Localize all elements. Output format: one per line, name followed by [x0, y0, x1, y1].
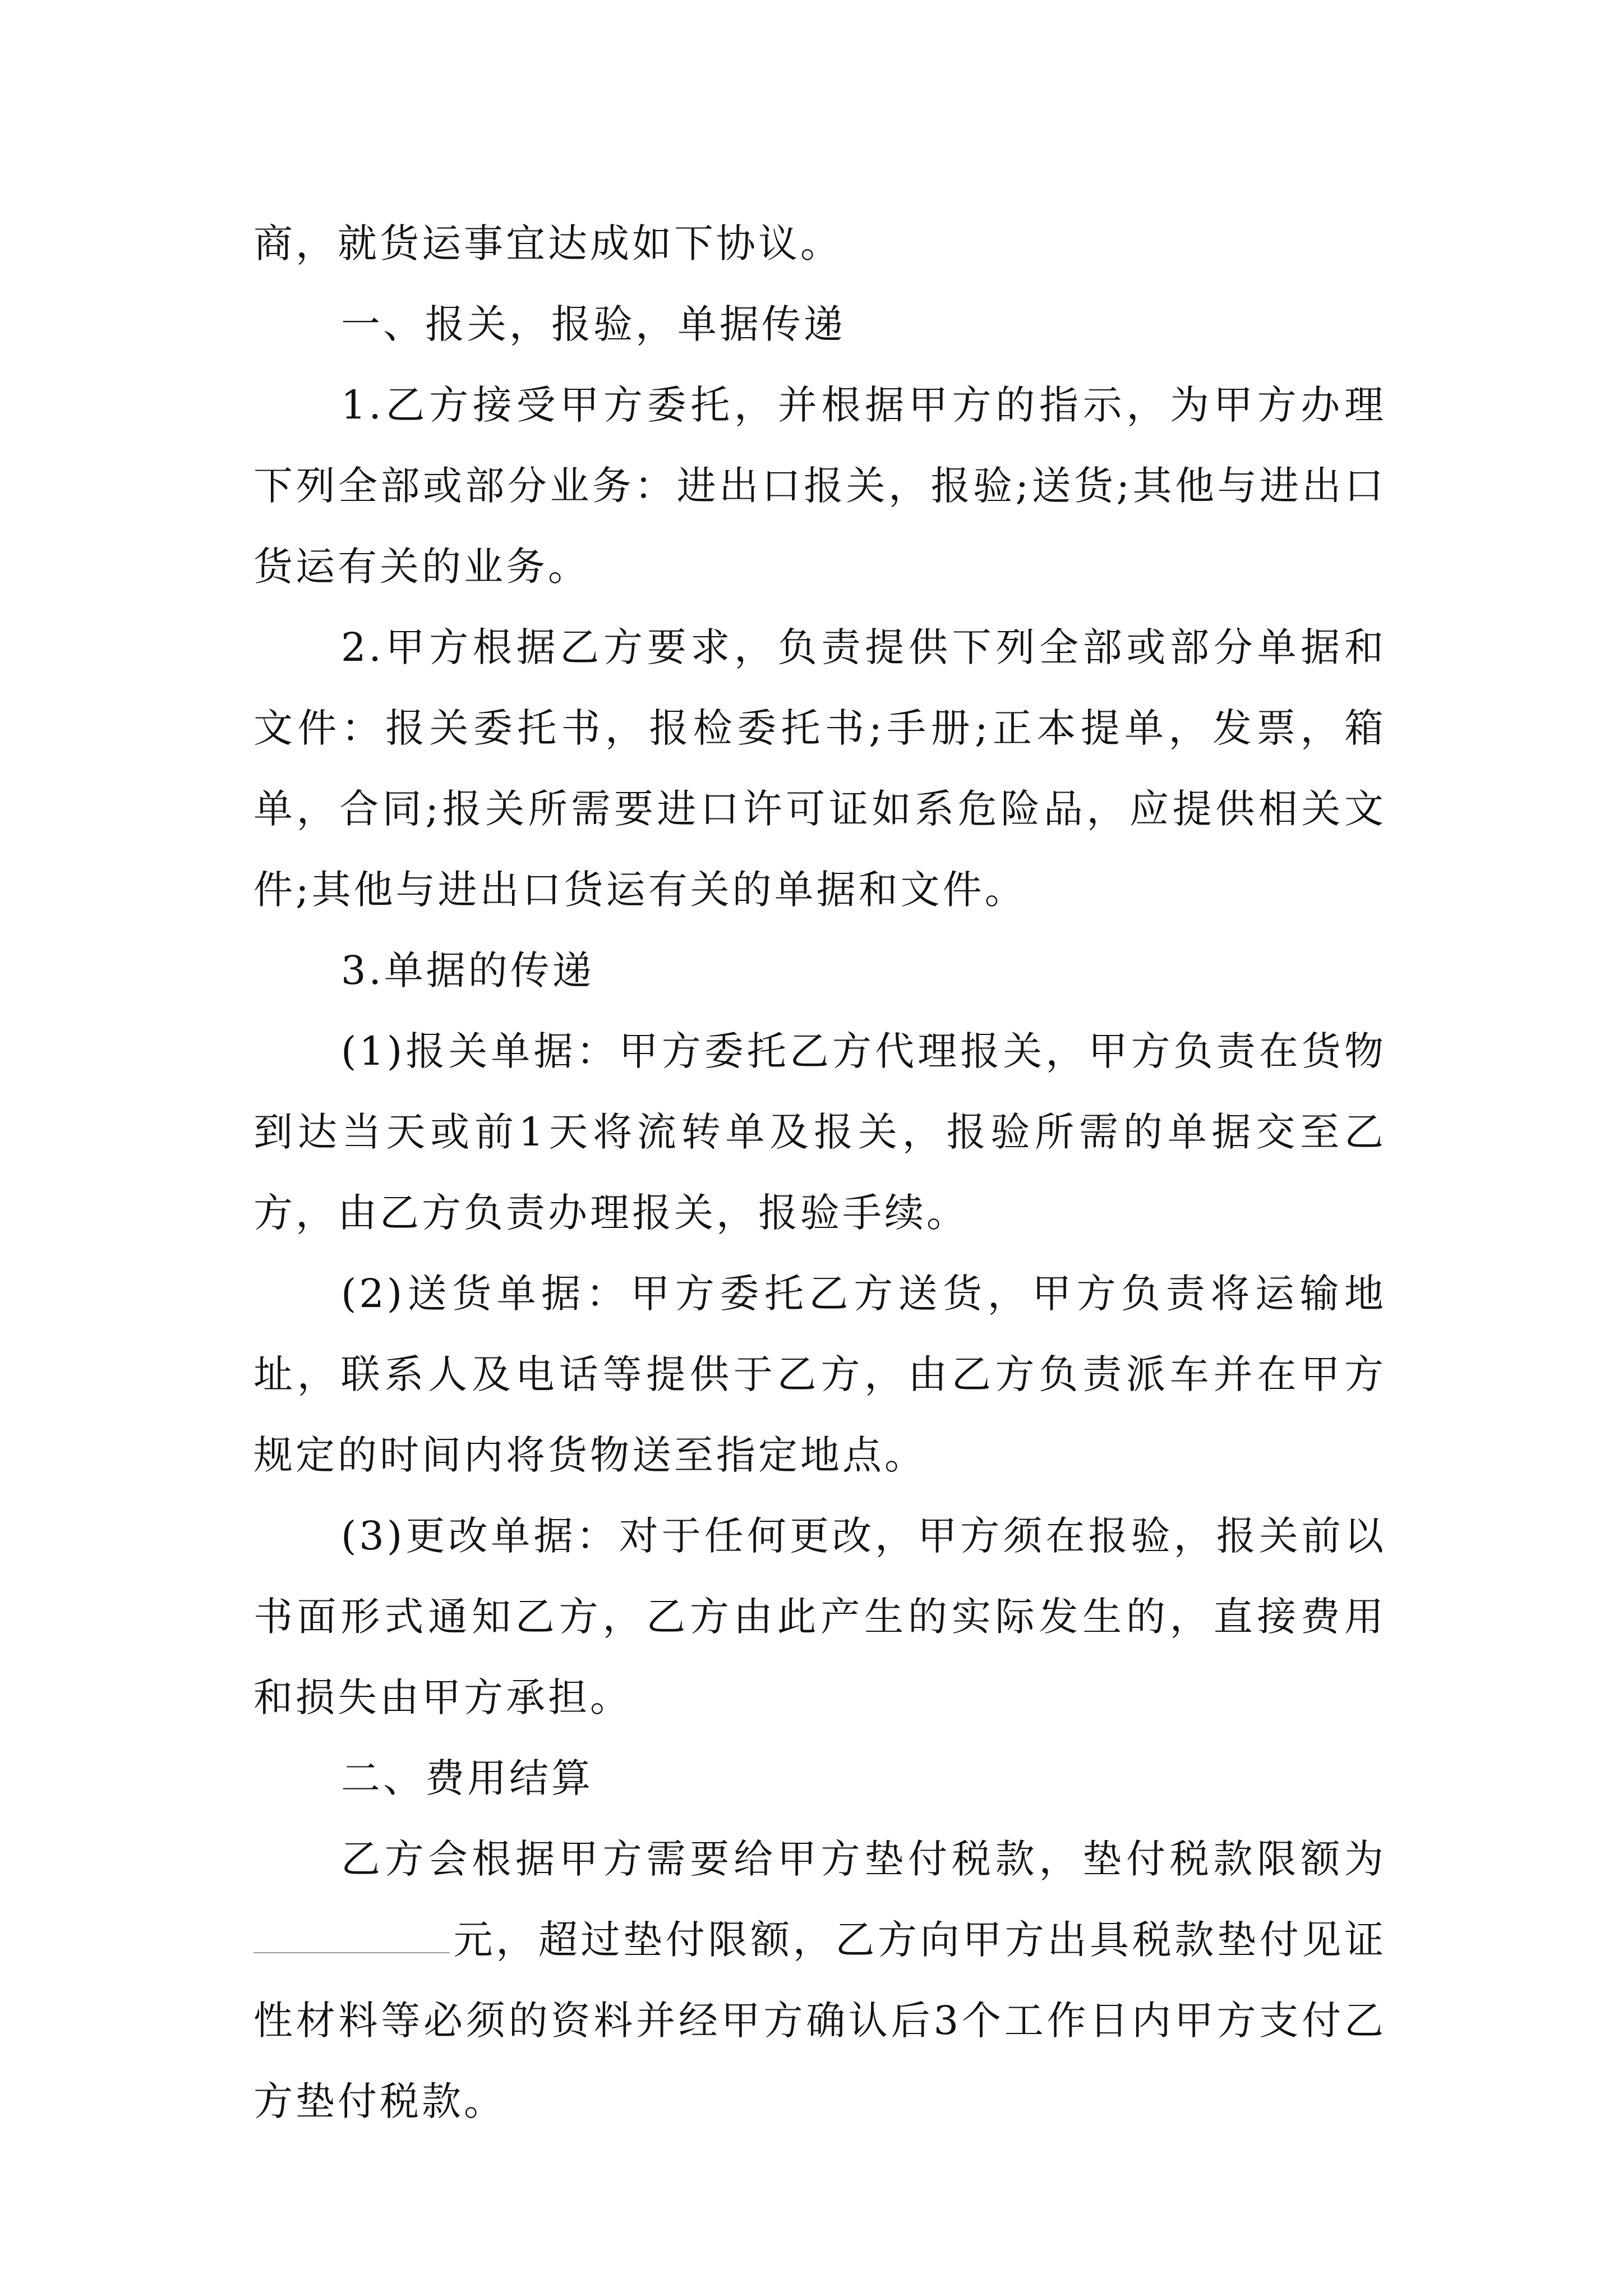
settlement-text-before: 乙方会根据甲方需要给甲方垫付税款，垫付税款限额为: [341, 1836, 1386, 1882]
clause-1-3-3: (3)更改单据：对于任何更改，甲方须在报验，报关前以书面形式通知乙方，乙方由此产生的实际发生的，直接费用和损失由甲方承担。: [253, 1513, 1386, 1720]
clause-1-1: 1.乙方接受甲方委托，并根据甲方的指示，为甲方办理下列全部或部分业务：进出口报关，报验;送货;其他与进出口货运有关的业务。: [253, 382, 1386, 590]
clause-1-3-2: (2)送货单据：甲方委托乙方送货，甲方负责将运输地址，联系人及电话等提供于乙方，由乙方负责派车并在甲方规定的时间内将货物送至指定地点。: [253, 1271, 1386, 1478]
section-heading-settlement: 二、费用结算: [341, 1755, 593, 1801]
clause-1-2: 2.甲方根据乙方要求，负责提供下列全部或部分单据和文件：报关委托书，报检委托书;手册;正本提单，发票，箱单，合同;报关所需要进口许可证如系危险品，应提供相关文件;其他与进出口货运有关的单据和文件。: [253, 624, 1386, 913]
clause-1-3: 3.单据的传递: [341, 947, 594, 993]
amount-blank-line: [253, 1913, 450, 1953]
settlement-text-after: 元，超过垫付限额，乙方向甲方出具税款垫付见证性材料等必须的资料并经甲方确认后3个工作日内甲方支付乙方垫付税款。: [253, 1917, 1386, 2124]
section-heading-customs: 一、报关，报验，单据传递: [341, 301, 846, 347]
settlement-paragraph: [253, 1819, 1386, 2142]
clause-1-3-1: (1)报关单据：甲方委托乙方代理报关，甲方负责在货物到达当天或前1天将流转单及报关，报验所需的单据交至乙方，由乙方负责办理报关，报验手续。: [253, 1028, 1386, 1236]
document-page: [253, 203, 1386, 2142]
paragraph-intro-end: 商，就货运事宜达成如下协议。: [253, 220, 842, 266]
